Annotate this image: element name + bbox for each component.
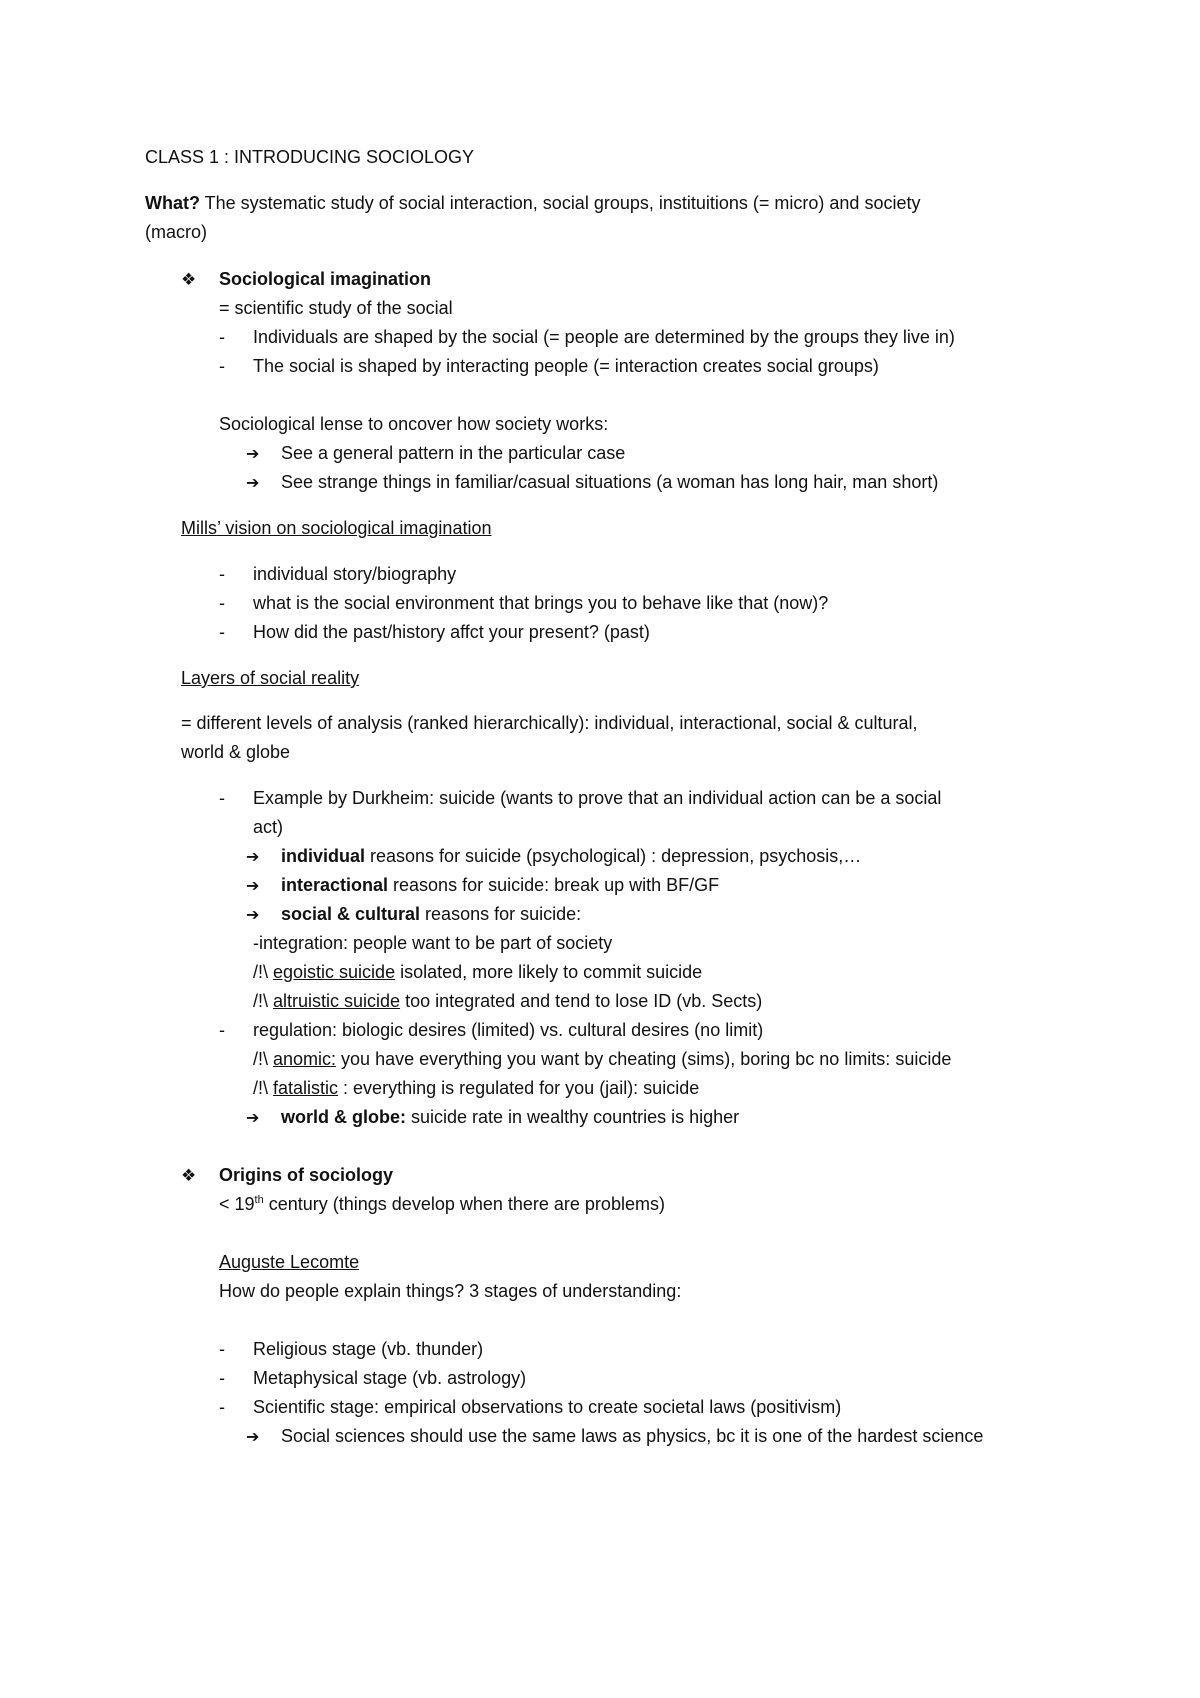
subsection-heading-mills: Mills’ vision on sociological imagination <box>181 518 492 538</box>
dash-bullet: - <box>219 622 225 642</box>
list-item-text: Example by Durkheim: suicide (wants to prove that an individual action can be a social <box>253 788 942 808</box>
list-item <box>219 326 225 348</box>
integration-line: -integration: people want to be part of society <box>253 933 613 953</box>
page-title: CLASS 1 : INTRODUCING SOCIOLOGY <box>145 147 475 167</box>
list-item-text-cont: act) <box>253 817 284 837</box>
list-item <box>219 1338 225 1360</box>
list-item-text: The social is shaped by interacting people (= interaction creates social groups) <box>253 356 879 376</box>
list-item-text: individual story/biography <box>253 564 457 584</box>
definition-line: = different levels of analysis (ranked hierarchically): individual, interactional, social & cultural, <box>181 713 918 733</box>
item-text: reasons for suicide: break up with BF/GF <box>388 875 720 895</box>
century-line <box>219 1193 665 1215</box>
lens-line: Sociological lense to oncover how society works: <box>219 414 609 434</box>
arrow-item <box>246 903 259 927</box>
fatalistic-line <box>253 1077 699 1099</box>
warning-mark: /!\ <box>253 962 274 982</box>
arrow-item <box>246 845 259 869</box>
item-text: isolated, more likely to commit suicide <box>395 962 703 982</box>
definition-line: = scientific study of the social <box>219 298 453 318</box>
arrow-right-icon: ➔ <box>246 849 260 866</box>
list-item <box>219 1367 225 1389</box>
arrow-item-text <box>281 874 719 896</box>
subsection-heading-comte: Auguste Lecomte <box>219 1252 360 1272</box>
diamond-bullet-icon: ❖ <box>181 1166 197 1185</box>
arrow-item-text <box>281 845 861 867</box>
list-item <box>219 621 225 643</box>
question-line: How do people explain things? 3 stages of understanding: <box>219 1281 682 1301</box>
item-text: reasons for suicide (psychological) : depression, psychosis,… <box>365 846 862 866</box>
what-definition <box>145 192 920 214</box>
superscript: th <box>254 1194 264 1206</box>
dash-bullet: - <box>219 788 225 808</box>
dash-bullet: - <box>219 1020 225 1040</box>
what-text: The systematic study of social interaction, social groups, instituitions (= micro) and society <box>199 193 921 213</box>
dash-bullet: - <box>219 564 225 584</box>
what-definition-cont: (macro) <box>145 222 207 242</box>
arrow-item-text <box>281 1106 739 1128</box>
arrow-right-icon: ➔ <box>246 475 260 492</box>
warning-mark: /!\ <box>253 991 274 1011</box>
list-item <box>219 1019 225 1041</box>
warning-mark: /!\ <box>253 1078 274 1098</box>
section-heading: Sociological imagination <box>219 269 432 289</box>
underlined-term: fatalistic <box>273 1078 339 1098</box>
list-item-text: Metaphysical stage (vb. astrology) <box>253 1368 527 1388</box>
subsection-heading-layers: Layers of social reality <box>181 668 360 688</box>
list-item-text: regulation: biologic desires (limited) vs. cultural desires (no limit) <box>253 1020 764 1040</box>
item-text: < 19 <box>219 1194 255 1214</box>
dash-bullet: - <box>219 1397 225 1417</box>
anomic-line <box>253 1048 951 1070</box>
list-item-text: Religious stage (vb. thunder) <box>253 1339 484 1359</box>
list-item <box>219 592 225 614</box>
list-item-text: what is the social environment that brings you to behave like that (now)? <box>253 593 829 613</box>
egoistic-line <box>253 961 702 983</box>
item-text: you have everything you want by cheating (sims), boring bc no limits: suicide <box>336 1049 952 1069</box>
bold-term: interactional <box>281 875 389 895</box>
underlined-term: altruistic suicide <box>273 991 401 1011</box>
dash-bullet: - <box>219 1368 225 1388</box>
what-label: What? <box>145 193 200 213</box>
item-text: too integrated and tend to lose ID (vb. Sects) <box>400 991 763 1011</box>
list-item-text: How did the past/history affct your present? (past) <box>253 622 650 642</box>
arrow-item <box>246 442 259 466</box>
item-text: : everything is regulated for you (jail): suicide <box>338 1078 700 1098</box>
list-item-text: Individuals are shaped by the social (= people are determined by the groups they live in) <box>253 327 955 347</box>
list-item <box>219 1396 225 1418</box>
bold-term: social & cultural <box>281 904 421 924</box>
list-item-text: Scientific stage: empirical observations to create societal laws (positivism) <box>253 1397 842 1417</box>
dash-bullet: - <box>219 356 225 376</box>
arrow-item <box>246 471 259 495</box>
list-item <box>219 563 225 585</box>
arrow-right-icon: ➔ <box>246 878 260 895</box>
section-origins <box>181 1164 196 1187</box>
section-sociological-imagination <box>181 268 196 291</box>
bold-term: individual <box>281 846 366 866</box>
altruistic-line <box>253 990 762 1012</box>
warning-mark: /!\ <box>253 1049 274 1069</box>
dash-bullet: - <box>219 593 225 613</box>
arrow-item-text: See a general pattern in the particular case <box>281 443 626 463</box>
dash-bullet: - <box>219 327 225 347</box>
section-heading: Origins of sociology <box>219 1165 394 1185</box>
arrow-item-text: See strange things in familiar/casual situations (a woman has long hair, man short) <box>281 472 939 492</box>
arrow-item-text <box>281 903 581 925</box>
item-text: century (things develop when there are problems) <box>263 1194 665 1214</box>
arrow-right-icon: ➔ <box>246 446 260 463</box>
arrow-right-icon: ➔ <box>246 1110 260 1127</box>
dash-bullet: - <box>219 1339 225 1359</box>
list-item <box>219 355 225 377</box>
item-text: suicide rate in wealthy countries is higher <box>406 1107 740 1127</box>
arrow-item-text: Social sciences should use the same laws as physics, bc it is one of the hardest science <box>281 1426 984 1446</box>
arrow-item <box>246 874 259 898</box>
definition-line-cont: world & globe <box>181 742 291 762</box>
underlined-term: anomic: <box>273 1049 337 1069</box>
arrow-item <box>246 1106 259 1130</box>
arrow-right-icon: ➔ <box>246 1429 260 1446</box>
bold-term: world & globe: <box>281 1107 406 1127</box>
underlined-term: egoistic suicide <box>273 962 396 982</box>
arrow-right-icon: ➔ <box>246 907 260 924</box>
list-item <box>219 787 225 809</box>
arrow-item <box>246 1425 259 1449</box>
diamond-bullet-icon: ❖ <box>181 270 197 289</box>
item-text: reasons for suicide: <box>420 904 582 924</box>
